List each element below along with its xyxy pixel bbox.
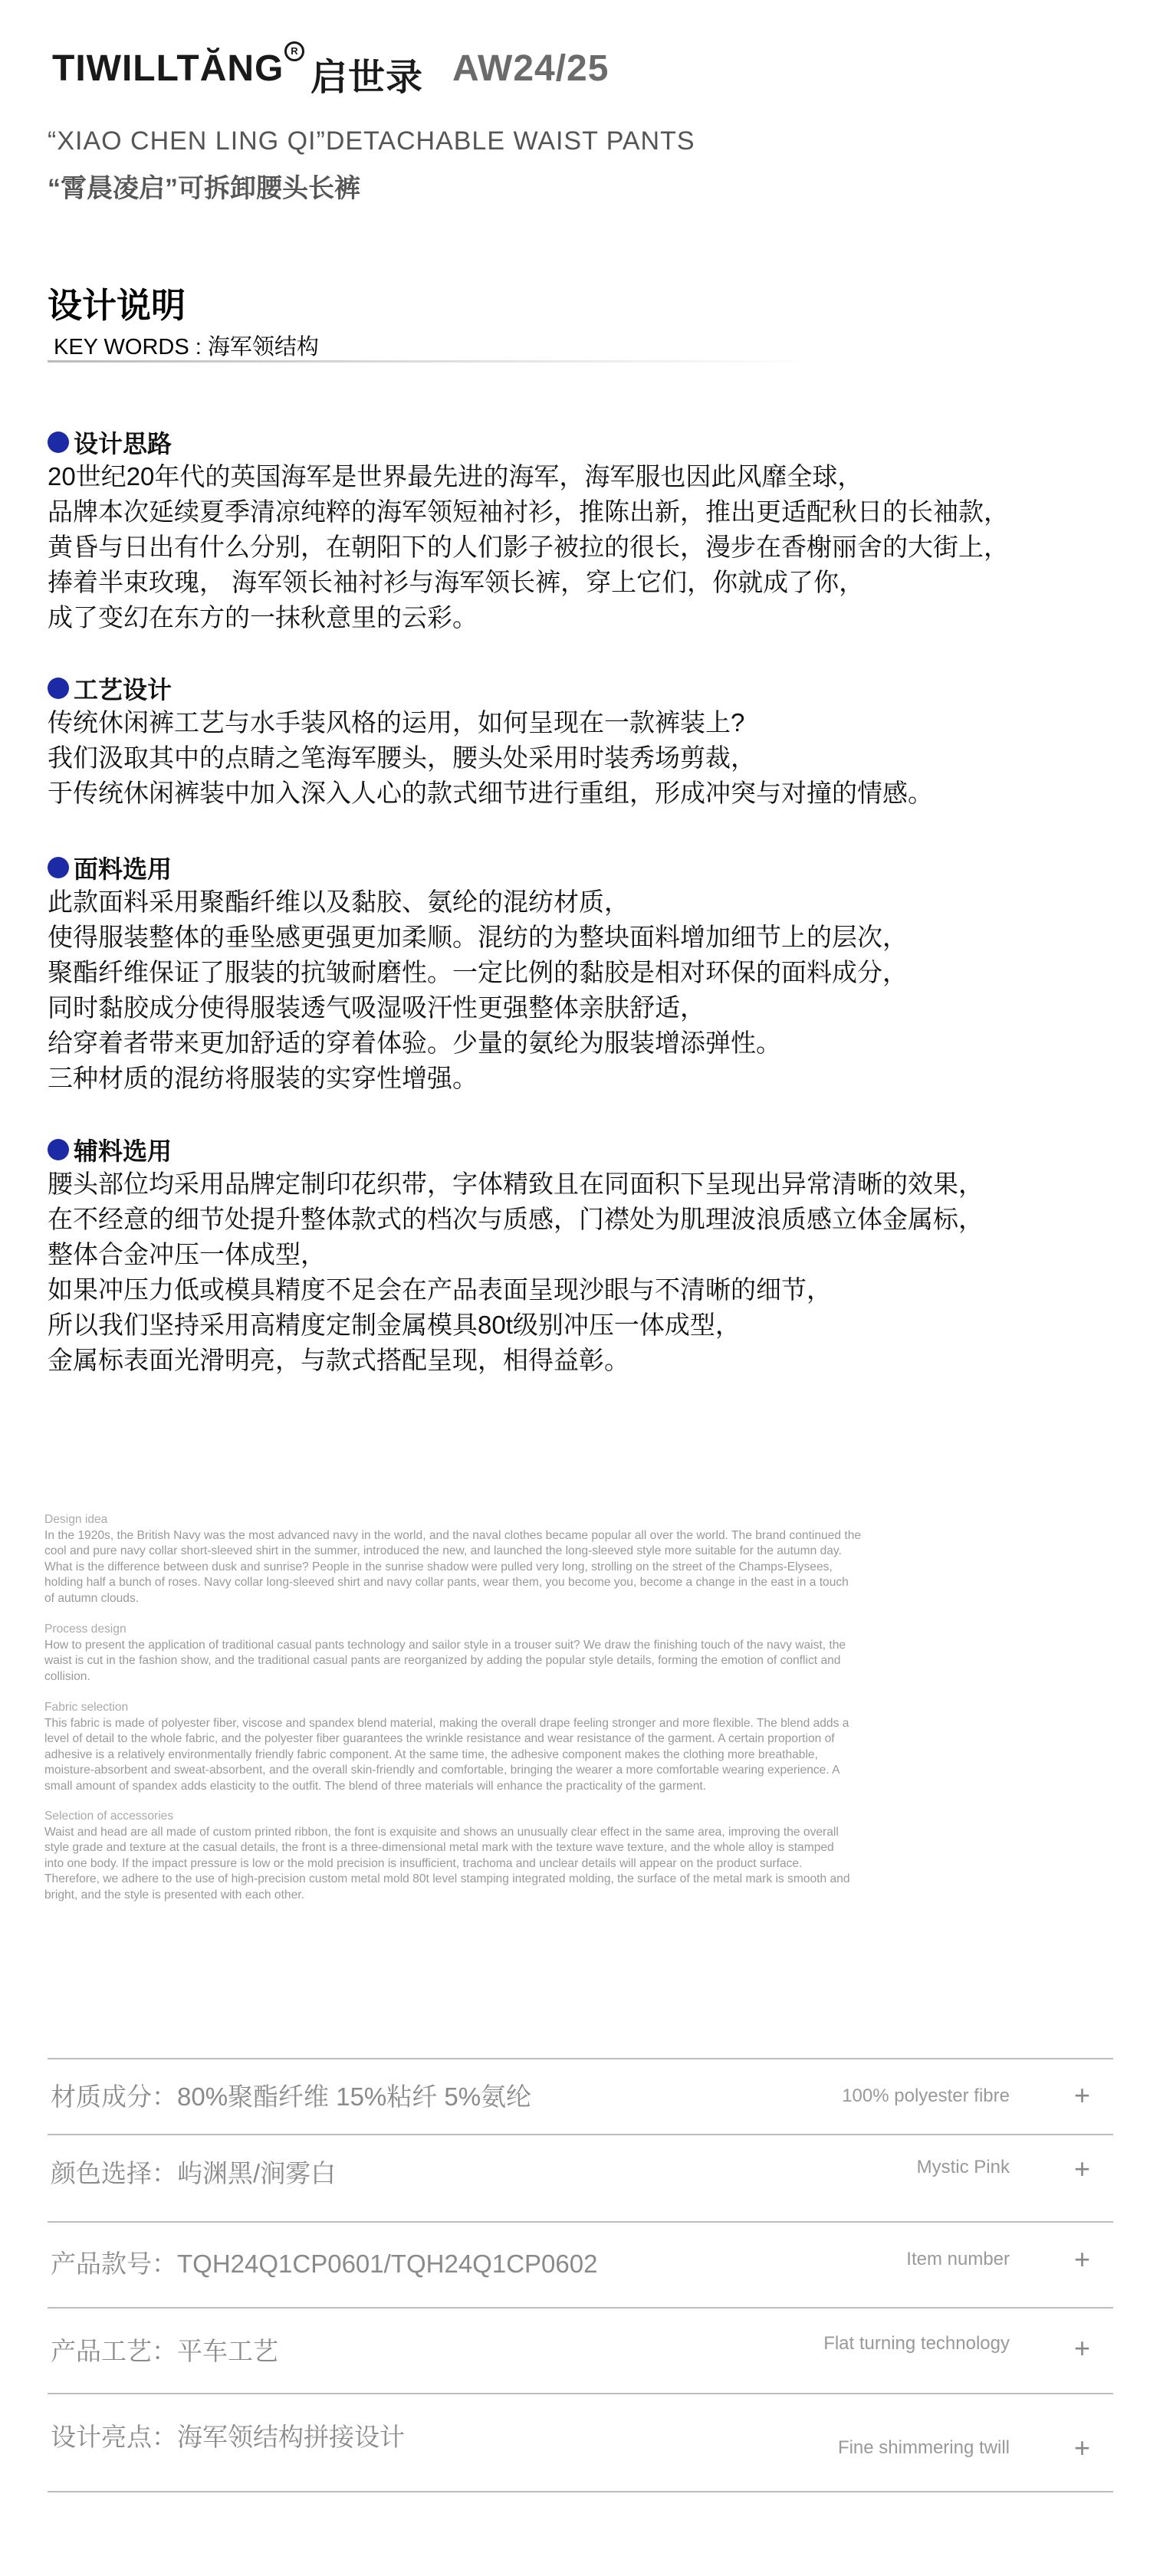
en-block-title: Fabric selection	[44, 1701, 129, 1714]
section-line: 我们汲取其中的点睛之笔海军腰头，腰头处采用时装秀场剪裁，	[48, 743, 756, 772]
en-block-line: small amount of spandex adds elasticity to the outfit. The blend of three materials will enhance the practicality of the garment.	[44, 1779, 707, 1793]
design-heading: 设计说明	[48, 286, 186, 325]
spec-row-highlight[interactable]	[48, 2394, 1113, 2480]
spec-row-item-number[interactable]	[48, 2223, 1113, 2309]
section-process-design	[48, 671, 1121, 811]
en-block-line: In the 1920s, the British Navy was the most advanced navy in the world, and the naval clothes became popular all over the world. The brand continued the	[44, 1528, 862, 1542]
bullet-dot-icon	[48, 1139, 69, 1160]
en-block-line: bright, and the style is presented with each other.	[44, 1888, 304, 1902]
en-block-line: into one body. If the impact pressure is low or the mold precision is insufficient, trachoma and unclear details will appear on the product surface.	[44, 1856, 803, 1870]
section-accessories	[48, 1133, 1121, 1378]
spec-en: Item number	[906, 2249, 1010, 2269]
en-block-line: holding half a bunch of roses. Navy collar long-sleeved shirt and navy collar pants, wear them, you become you, become a change in the east in a touch	[44, 1576, 849, 1589]
en-accessories	[44, 1809, 1056, 1903]
spec-row-color[interactable]	[48, 2135, 1113, 2221]
brand-logo	[52, 48, 284, 90]
en-design-idea	[44, 1512, 1056, 1606]
spec-label: 产品款号：TQH24Q1CP0601/TQH24Q1CP0602	[51, 2249, 598, 2278]
section-line: 给穿着者带来更加舒适的穿着体验。少量的氨纶为服装增添弹性。	[48, 1029, 781, 1057]
section-fabric	[48, 851, 1121, 1096]
brand-name: TIWILLTĂNG	[52, 48, 284, 89]
section-line: 同时黏胶成分使得服装透气吸湿吸汗性更强整体亲肤舒适，	[48, 993, 705, 1022]
section-line: 传统休闲裤工艺与水手装风格的运用，如何呈现在一款裤装上?	[48, 708, 745, 737]
section-design-idea	[48, 425, 1121, 635]
en-block-line: What is the difference between dusk and sunrise? People in the sunrise shadow were pulled very long, strolling on the street of the Champs-Elysees,	[44, 1560, 833, 1573]
brand-name-cn: 启世录	[310, 57, 424, 98]
season-label: AW24/25	[452, 48, 610, 89]
section-line: 于传统休闲裤装中加入深入人心的款式细节进行重组，形成冲突与对撞的情感。	[48, 779, 933, 807]
spec-label: 颜色选择：屿渊黑/涧雾白	[51, 2159, 337, 2187]
section-line: 腰头部位均采用品牌定制印花织带，字体精致且在同面积下呈现出异常清晰的效果，	[48, 1170, 984, 1198]
section-line: 20世纪20年代的英国海军是世界最先进的海军，海军服也因此风靡全球，	[48, 462, 863, 491]
section-title: 辅料选用	[74, 1137, 172, 1165]
section-line: 品牌本次延续夏季清凉纯粹的海军领短袖衬衫，推陈出新，推出更适配秋日的长袖款，	[48, 497, 1009, 526]
spec-label: 产品工艺：平车工艺	[51, 2337, 278, 2365]
en-block-title: Design idea	[44, 1513, 108, 1526]
section-line: 使得服装整体的垂坠感更强更加柔顺。混纺的为整块面料增加细节上的层次，	[48, 923, 908, 951]
en-block-line: Therefore, we adhere to the use of high-precision custom metal mold 80t level stamping integrated molding, the surface of the metal mark is smooth and	[44, 1872, 850, 1885]
spec-row-technology[interactable]	[48, 2309, 1113, 2394]
bullet-dot-icon	[48, 678, 69, 699]
plus-icon[interactable]: +	[1073, 2432, 1090, 2463]
spec-divider	[48, 2058, 1113, 2059]
bullet-dot-icon	[48, 432, 69, 453]
section-title: 工艺设计	[74, 676, 172, 704]
plus-icon[interactable]: +	[1073, 2079, 1090, 2111]
section-line: 金属标表面光滑明亮，与款式搭配呈现，相得益彰。	[48, 1346, 629, 1374]
registered-mark-icon: R	[284, 41, 304, 61]
section-title: 设计思路	[74, 430, 172, 458]
en-block-line: This fabric is made of polyester fiber, viscose and spandex blend material, making the overall drape feeling stronger and more flexible. The blend adds a	[44, 1716, 849, 1730]
keywords: KEY WORDS : 海军领结构	[54, 335, 319, 359]
en-block-line: level of detail to the whole fabric, and the polyester fiber guarantees the wrinkle resistance and wear resistance of the garment. A certain proportion of	[44, 1732, 835, 1745]
section-line: 所以我们坚持采用高精度定制金属模具80t级别冲压一体成型，	[48, 1311, 741, 1339]
section-line: 黄昏与日出有什么分别，在朝阳下的人们影子被拉的很长，漫步在香榭丽舍的大街上，	[48, 533, 1009, 561]
en-block-line: of autumn clouds.	[44, 1591, 140, 1605]
spec-en: Flat turning technology	[823, 2333, 1010, 2354]
spec-label: 设计亮点：海军领结构拼接设计	[51, 2423, 405, 2451]
section-line: 整体合金冲压一体成型，	[48, 1240, 326, 1268]
spec-label: 材质成分：80%聚酯纤维 15%粘纤 5%氨纶	[51, 2082, 532, 2111]
spec-en: 100% polyester fibre	[842, 2085, 1010, 2106]
en-process-design	[44, 1622, 1056, 1685]
product-title-cn: “霄晨凌启”可拆卸腰头长裤	[48, 174, 360, 203]
plus-icon[interactable]: +	[1073, 2332, 1090, 2364]
en-block-line: How to present the application of traditional casual pants technology and sailor style in a trouser suit? We draw the finishing touch of the navy waist, the	[44, 1638, 846, 1652]
en-block-line: cool and pure navy collar short-sleeved shirt in the summer, introduced the new, and launched the long-sleeved style more suitable for the autumn day.	[44, 1544, 842, 1557]
section-line: 三种材质的混纺将服装的实穿性增强。	[48, 1064, 478, 1092]
plus-icon[interactable]: +	[1073, 2243, 1090, 2275]
section-line: 聚酯纤维保证了服装的抗皱耐磨性。一定比例的黏胶是相对环保的面料成分，	[48, 958, 908, 986]
section-line: 成了变幻在东方的一抹秋意里的云彩。	[48, 603, 478, 632]
plus-icon[interactable]: +	[1073, 2153, 1090, 2184]
en-block-line: collision.	[44, 1669, 90, 1683]
product-title-en: “XIAO CHEN LING QI”DETACHABLE WAIST PANTS	[48, 126, 695, 156]
en-block-line: Waist and head are all made of custom printed ribbon, the font is exquisite and shows an unusually clear effect in the same area, improving the overall	[44, 1825, 839, 1839]
section-line: 捧着半束玫瑰， 海军领长袖衬衫与海军领长裤，穿上它们，你就成了你，	[48, 568, 865, 596]
spec-en: Mystic Pink	[916, 2157, 1010, 2177]
section-title: 面料选用	[74, 855, 172, 883]
en-block-line: moisture-absorbent and sweat-absorbent, and the overall skin-friendly and comfortable, bringing the wearer a more comfortable wearing experience. A	[44, 1764, 840, 1777]
en-block-title: Selection of accessories	[44, 1810, 174, 1823]
section-line: 此款面料采用聚酯纤维以及黏胶、氨纶的混纺材质，	[48, 888, 629, 916]
section-line: 在不经意的细节处提升整体款式的档次与质感，门襟处为肌理波浪质感立体金属标，	[48, 1205, 984, 1233]
en-block-title: Process design	[44, 1623, 127, 1636]
en-fabric-selection	[44, 1700, 1056, 1794]
keywords-underline	[48, 360, 814, 363]
spec-en: Fine shimmering twill	[837, 2437, 1010, 2458]
bullet-dot-icon	[48, 857, 69, 878]
section-line: 如果冲压力低或模具精度不足会在产品表面呈现沙眼与不清晰的细节，	[48, 1275, 832, 1304]
en-block-line: waist is cut in the fashion show, and the traditional casual pants are reorganized by adding the popular style details, forming the emotion of conflict and	[44, 1654, 841, 1667]
en-block-line: adhesive is a relatively environmentally friendly fabric component. At the same time, the adhesive component makes the clothing more breathable,	[44, 1747, 818, 1761]
en-block-line: style grade and texture at the casual details, the front is a three-dimensional metal mark with the texture wave texture, and the whole alloy is stamped	[44, 1841, 834, 1854]
spec-divider	[48, 2491, 1113, 2492]
